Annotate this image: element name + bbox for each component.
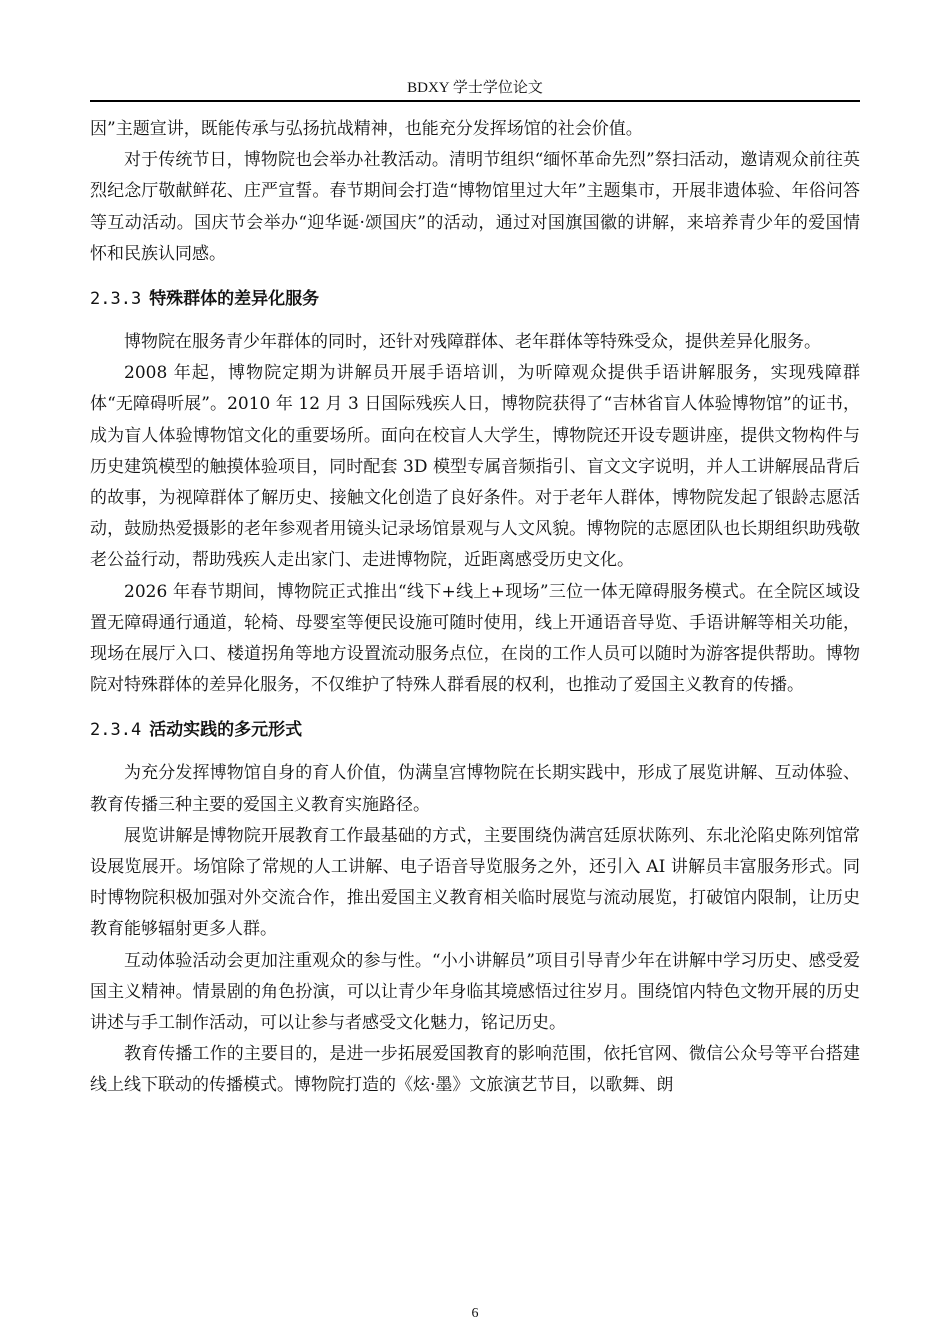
paragraph-forms-intro: 为充分发挥博物馆自身的育人价值，伪满皇宫博物院在长期实践中，形成了展览讲解、互动体验、教育传播三种主要的爱国主义教育实施路径。 xyxy=(90,763,860,815)
paragraph-continued: 因”主题宣讲，既能传承与弘扬抗战精神，也能充分发挥场馆的社会价值。 xyxy=(90,119,643,139)
paragraph-education-dissemination: 教育传播工作的主要目的，是进一步拓展爱国教育的影响范围，依托官网、微信公众号等平台搭建线上线下联动的传播模式。博物院打造的《炫·墨》文旅演艺节目，以歌舞、朗 xyxy=(90,1044,860,1096)
section-title: 活动实践的多元形式 xyxy=(149,720,303,741)
page-number: 6 xyxy=(471,1306,479,1321)
section-title: 特殊群体的差异化服务 xyxy=(149,289,320,310)
section-number: 2.3.3 xyxy=(90,289,142,310)
paragraph-special-groups-intro: 博物院在服务青少年群体的同时，还针对残障群体、老年群体等特殊受众，提供差异化服务。 xyxy=(124,332,821,353)
paragraph-2026-service-model: 2026 年春节期间，博物院正式推出“线下+线上+现场”三位一体无障碍服务模式。在全院区域设置无障碍通行通道，轮椅、母婴室等便民设施可随时使用，线上开通语音导览、手语讲解等相关功能，现场在展厅入口、楼道拐角等地方设置流动服务点位，在岗的工作人员可以随时为游客提供帮助。博物院对特殊群体的差异化服务，不仅维护了特殊人群看展的权利，也推动了爱国主义教育的传播。 xyxy=(90,581,860,696)
header-rule xyxy=(90,100,860,102)
section-heading-2-3-4 xyxy=(90,715,860,746)
paragraph-exhibition-guide: 展览讲解是博物院开展教育工作最基础的方式，主要围绕伪满宫廷原状陈列、东北沦陷史陈列馆常设展览展开。场馆除了常规的人工讲解、电子语音导览服务之外，还引入 AI 讲解员丰富服务形式。同时博物院积极加强对外交流合作，推出爱国主义教育相关临时展览与流动展览，打破馆内限制，让历史教育能够辐射更多人群。 xyxy=(90,825,860,940)
paragraph-festivals: 对于传统节日，博物院也会举办社教活动。清明节组织“缅怀革命先烈”祭扫活动，邀请观众前往英烈纪念厅敬献鲜花、庄严宣誓。春节期间会打造“博物馆里过大年”主题集市，开展非遗体验、年俗问答等互动活动。国庆节会举办“迎华诞·颂国庆”的活动，通过对国旗国徽的讲解，来培养青少年的爱国情怀和民族认同感。 xyxy=(90,150,860,264)
running-header: BDXY 学士学位论文 xyxy=(407,80,543,96)
page-body xyxy=(90,114,860,1102)
paragraph-interactive-experience: 互动体验活动会更加注重观众的参与性。“小小讲解员”项目引导青少年在讲解中学习历史、感受爱国主义精神。情景剧的角色扮演，可以让青少年身临其境感悟过往岁月。围绕馆内特色文物开展的历史讲述与手工制作活动，可以让参与者感受文化魅力，铭记历史。 xyxy=(90,950,860,1034)
paragraph-accessibility-history: 2008 年起，博物院定期为讲解员开展手语培训，为听障观众提供手语讲解服务，实现残障群体“无障碍听展”。2010 年 12 月 3 日国际残疾人日，博物院获得了“吉林省盲人体验博物馆”的证书，成为盲人体验博物馆文化的重要场所。面向在校盲人大学生，博物院还开设专题讲座，提供文物构件与历史建筑模型的触摸体验项目，同时配套 3D 模型专属音频指引、盲文文字说明，并人工讲解展品背后的故事，为视障群体了解历史、接触文化创造了良好条件。对于老年人群体，博物院发起了银龄志愿活动，鼓励热爱摄影的老年参观者用镜头记录场馆景观与人文风貌。博物院的志愿团队也长期组织助残敬老公益行动，帮助残疾人走出家门、走进博物院，近距离感受历史文化。 xyxy=(90,363,860,571)
section-heading-2-3-3 xyxy=(90,284,860,315)
section-number: 2.3.4 xyxy=(90,720,142,741)
